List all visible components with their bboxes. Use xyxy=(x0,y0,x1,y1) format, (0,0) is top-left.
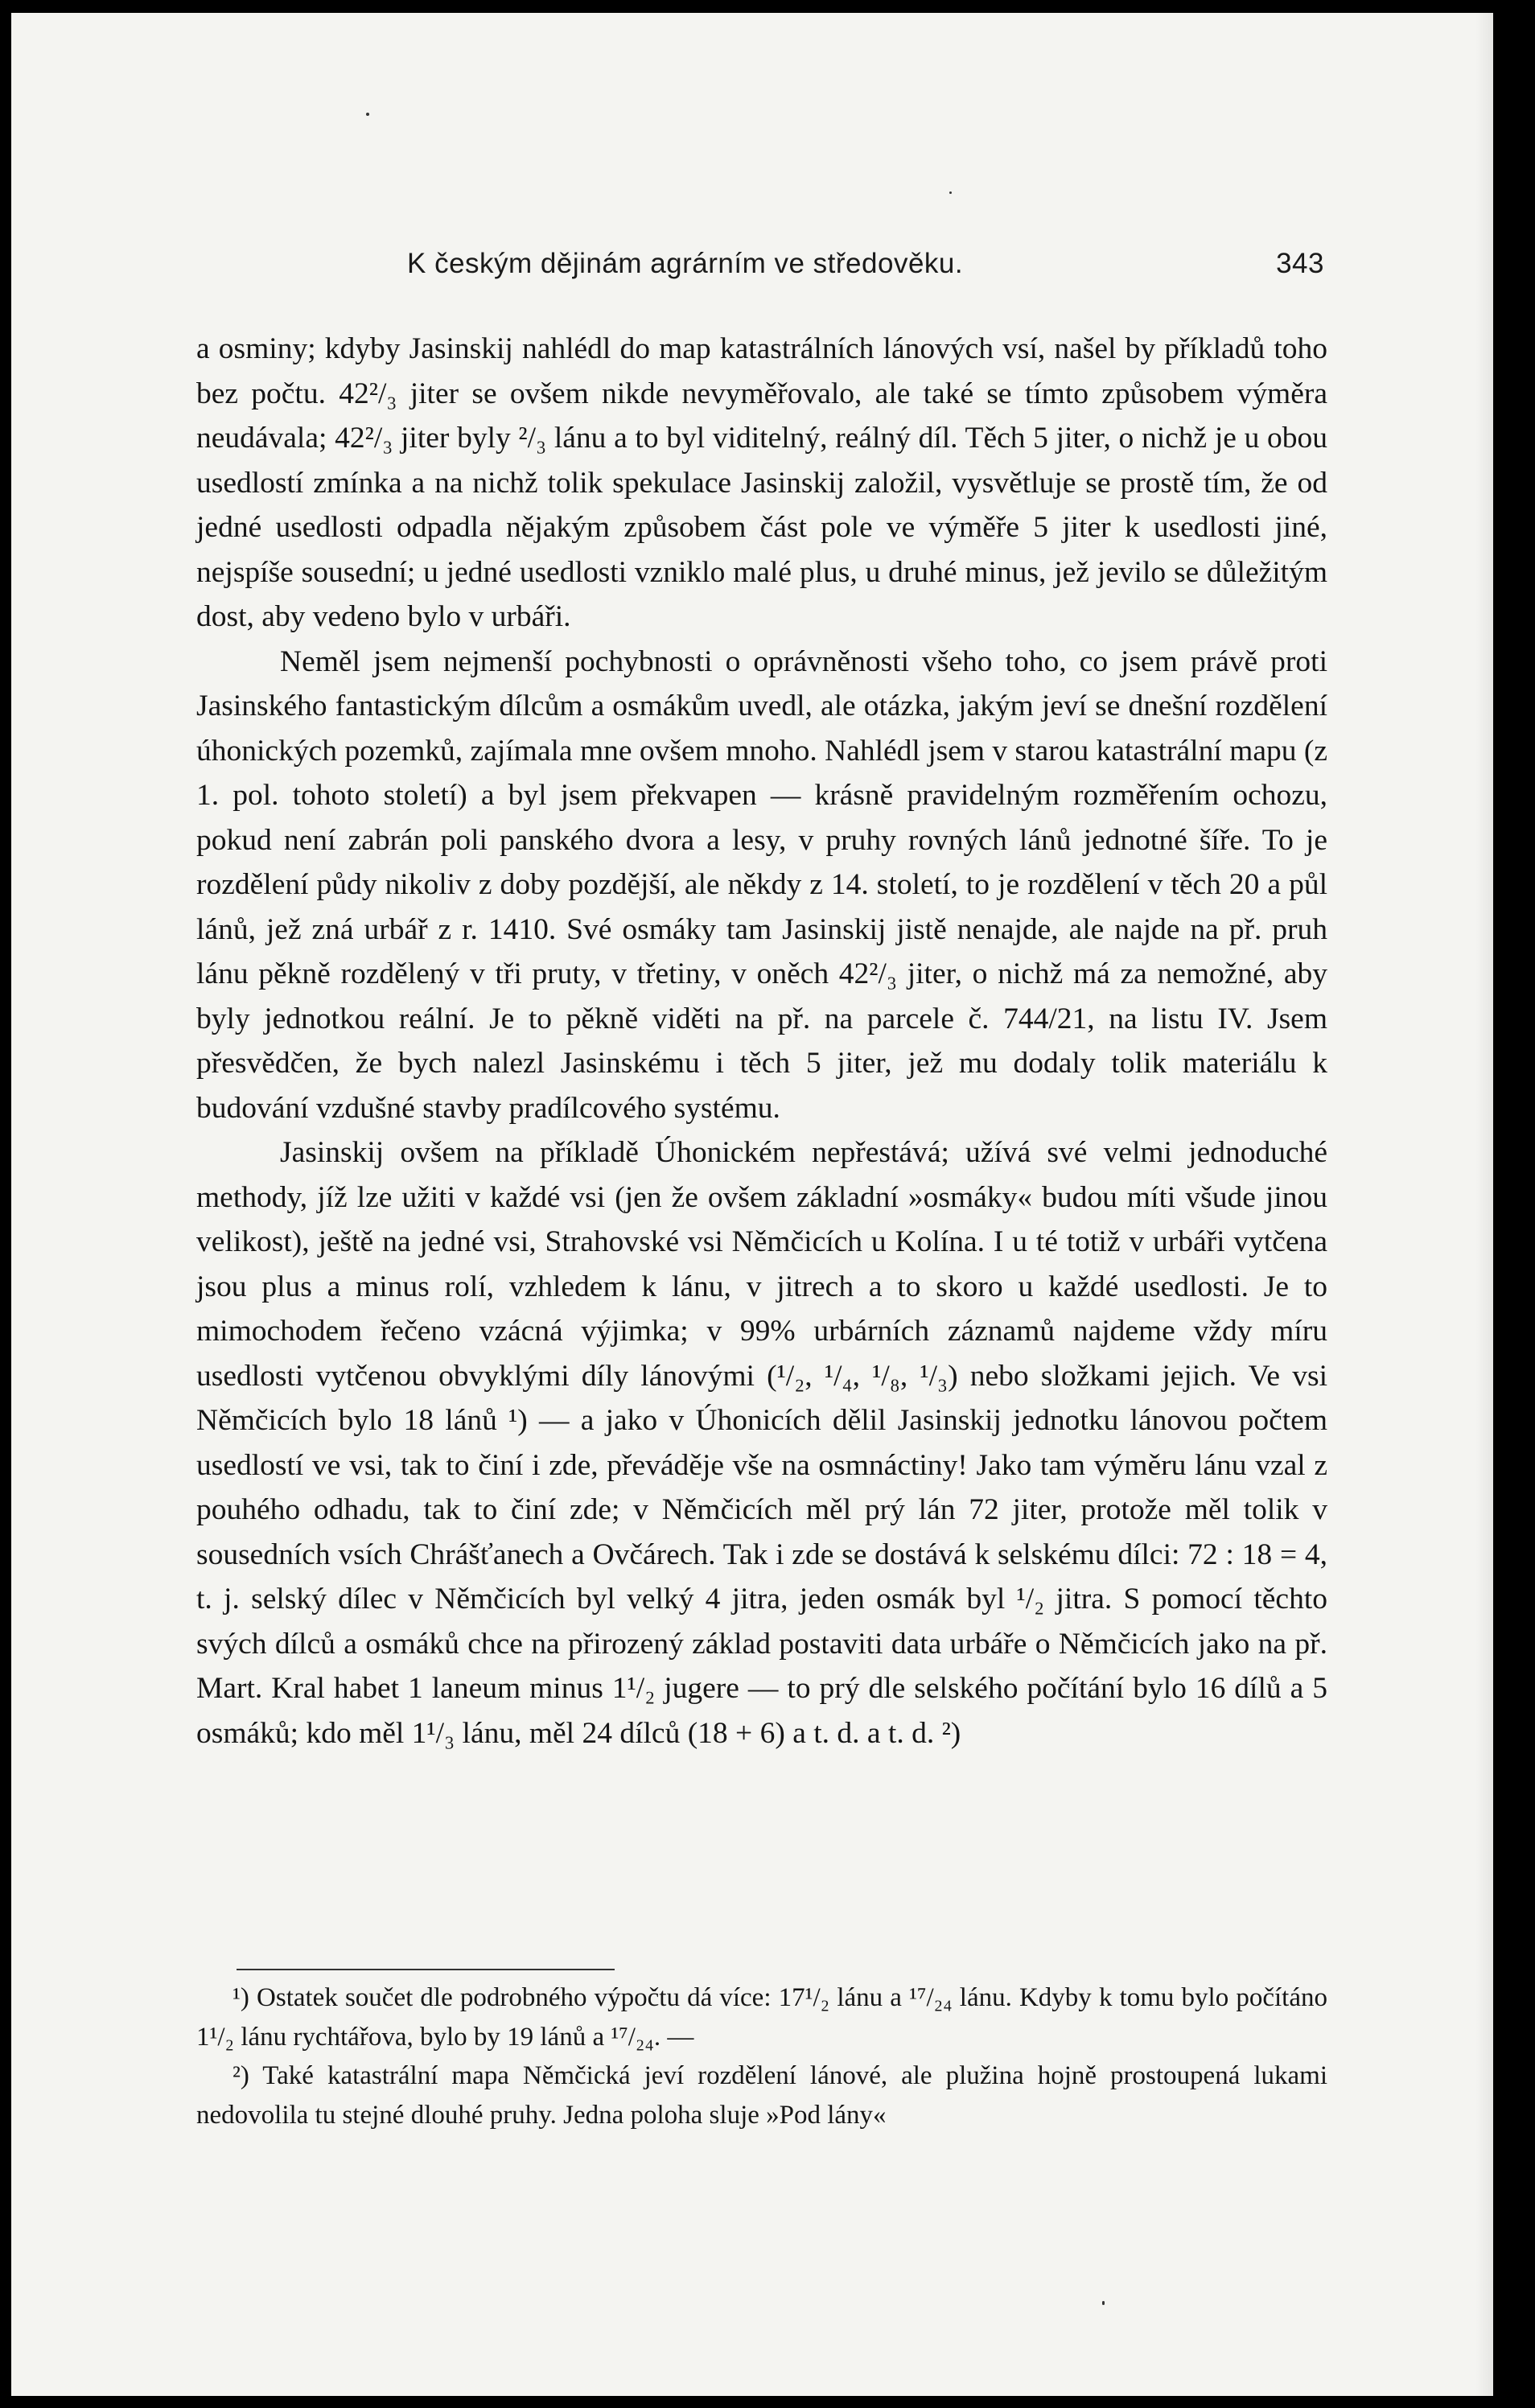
running-header xyxy=(198,248,1324,296)
page-edge-shadow xyxy=(1475,13,1493,2396)
print-speck xyxy=(366,113,369,116)
footnote: ²) Také katastrální mapa Němčická jeví rozdělení lánové, ale plužina hojně prostoupená lukami nedovolila tu stejné dlouhé pruhy. Jedna poloha sluje »Pod lány« xyxy=(196,2061,1327,2130)
running-title: K českým dějinám agrárním ve středověku. xyxy=(407,248,964,279)
footnote-rule xyxy=(237,1969,615,1970)
print-speck xyxy=(1102,2301,1105,2305)
print-speck xyxy=(949,191,952,194)
page-number: 343 xyxy=(1276,248,1324,279)
footnote: ¹) Ostatek součet dle podrobného výpočtu dá více: 17¹/₂ lánu a ¹⁷/₂₄ lánu. Kdyby k tomu bylo počítáno 1¹/₂ lánu rychtářova, bylo by 19 lánů a ¹⁷/₂₄. — xyxy=(196,1983,1327,2052)
paragraph: Neměl jsem nejmenší pochybnosti o oprávněnosti všeho toho, co jsem právě proti Jasinského fantastickým dílcům a osmákům uvedl, ale otázka, jakým jeví se dnešní rozdělení úhonických pozemků, zajímala mne ovšem mnoho. Nahlédl jsem v starou katastrální mapu (z 1. pol. tohoto století) a byl jsem překvapen — krásně pravidelným rozměřením ochozu, pokud není zabrán poli panského dvora a lesy, v pruhy rovných lánů jednotné šíře. To je rozdělení půdy nikoliv z doby pozdější, ale někdy z 14. století, to je rozdělení v těch 20 a půl lánů, jež zná urbář z r. 1410. Své osmáky tam Jasinskij jistě nenajde, ale najde na př. pruh lánu pěkně rozdělený v tři pruty, v třetiny, v oněch 42²/₃ jiter, o nichž má za nemožné, aby byly jednotkou reální. Je to pěkně viděti na př. na parcele č. 744/21, na listu IV. Jsem přesvědčen, že bych nalezl Jasinskému i těch 5 jiter, jež mu dodaly tolik materiálu k budování vzdušné stavby pradílcového systému. xyxy=(196,644,1327,1125)
paragraph: Jasinskij ovšem na příkladě Úhonickém nepřestává; užívá své velmi jednoduché methody, jíž lze užiti v každé vsi (jen že ovšem základní »osmáky« budou míti všude jinou velikost), ještě na jedné vsi, Strahovské vsi Němčicích u Kolína. I u té totiž v urbáři vytčena jsou plus a minus rolí, vzhledem k lánu, v jitrech a to skoro u každé usedlosti. Je to mimochodem řečeno vzácná výjimka; v 99% urbárních záznamů najdeme vždy míru usedlosti vytčenou obvyklými díly lánovými (¹/₂, ¹/₄, ¹/₈, ¹/₃) nebo složkami jejich. Ve vsi Němčicích bylo 18 lánů ¹) — a jako v Úhonicích dělil Jasinskij jednotku lánovou počtem usedlostí ve vsi, tak to činí i zde, převáděje vše na osmnáctiny! Jako tam výměru lánu vzal z pouhého odhadu, tak to činí zde; v Němčicích měl prý lán 72 jiter, protože měl tolik v sousedních vsích Chrášťanech a Ovčárech. Tak i zde se dostává k selskému dílci: 72 : 18 = 4, t. j. selský dílec v Němčicích byl velký 4 jitra, jeden osmák byl ¹/₂ jitra. S pomocí těchto svých dílců a osmáků chce na přirozený základ postaviti data urbáře o Němčicích jako na př. Mart. Kral habet 1 laneum minus 1¹/₂ jugere — to prý dle selského počítání bylo 16 dílů a 5 osmáků; kdo měl 1¹/₃ lánu, měl 24 dílců (18 + 6) a t. d. a t. d. ²) xyxy=(196,1136,1327,1750)
scanned-page xyxy=(11,13,1493,2396)
body-text xyxy=(196,327,1327,1756)
paragraph: a osminy; kdyby Jasinskij nahlédl do map katastrálních lánových vsí, našel by příkladů toho bez počtu. 42²/₃ jiter se ovšem nikde nevyměřovalo, ale také se tímto způsobem výměra neudávala; 42²/₃ jiter byly ²/₃ lánu a to byl viditelný, reálný díl. Těch 5 jiter, o nichž je u obou usedlostí zmínka a na nichž tolik spekulace Jasinskij založil, vysvětluje se prostě tím, že od jedné usedlosti odpadla nějakým způsobem část pole ve výměře 5 jiter k usedlosti jiné, nejspíše sousední; u jedné usedlosti vzniklo malé plus, u druhé minus, jež jevilo se důležitým dost, aby vedeno bylo v urbáři. xyxy=(196,332,1327,633)
footnotes xyxy=(196,1978,1327,2134)
